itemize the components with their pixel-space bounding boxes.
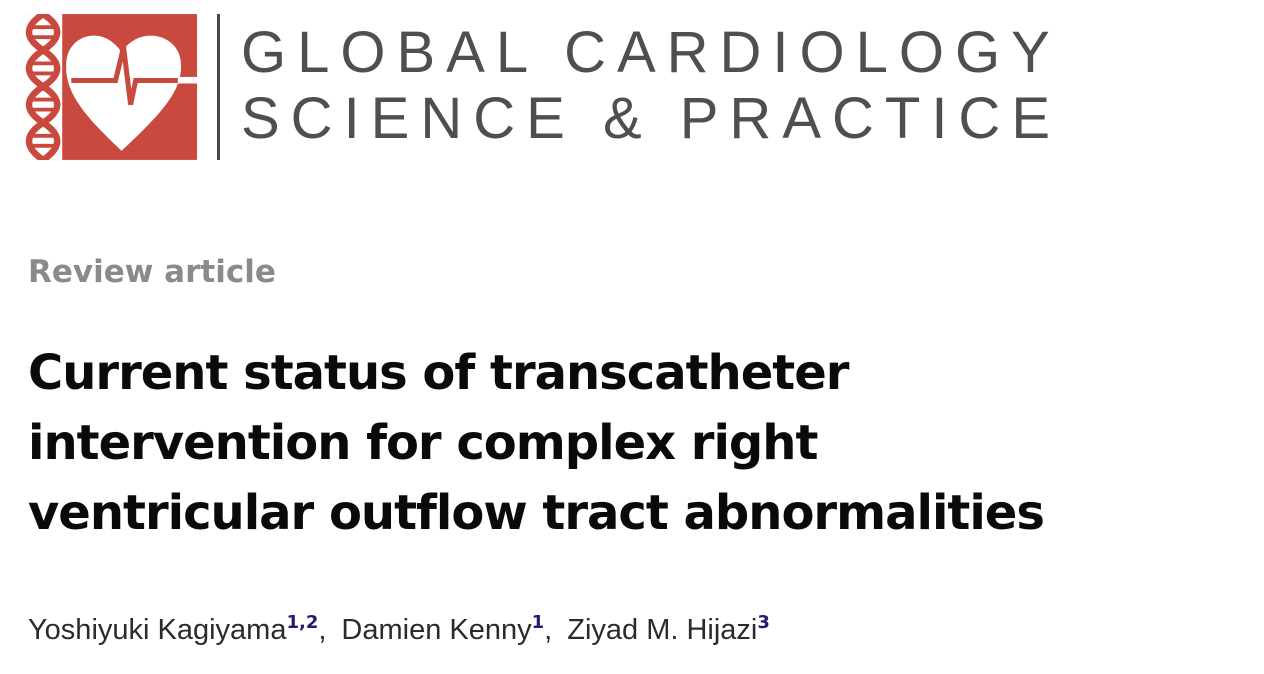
author-name: Ziyad M. Hijazi — [567, 614, 758, 646]
title-line-1: Current status of transcatheter — [28, 345, 849, 401]
journal-name — [241, 20, 1061, 152]
author — [28, 614, 341, 646]
title-line-3: ventricular outflow tract abnormalities — [28, 485, 1044, 541]
journal-logo — [25, 14, 197, 160]
author-list — [28, 614, 785, 647]
journal-name-line1: GLOBAL CARDIOLOGY — [241, 20, 1061, 85]
author — [567, 614, 785, 646]
dna-helix-icon — [25, 14, 62, 160]
journal-name-line2: SCIENCE & PRACTICE — [241, 86, 1061, 151]
logo-divider — [217, 14, 220, 160]
author-separator: , — [318, 614, 327, 646]
author-affiliation-superscript: 3 — [757, 612, 770, 633]
author-name: Damien Kenny — [341, 614, 532, 646]
article-title — [28, 338, 1044, 548]
title-line-2: intervention for complex right — [28, 415, 818, 471]
author-affiliation-superscript: 1,2 — [286, 612, 319, 633]
author-name: Yoshiyuki Kagiyama — [28, 614, 287, 646]
author-separator: , — [544, 614, 553, 646]
article-type-label: Review article — [28, 254, 276, 290]
author-affiliation-superscript: 1 — [531, 612, 545, 633]
author — [341, 614, 567, 646]
